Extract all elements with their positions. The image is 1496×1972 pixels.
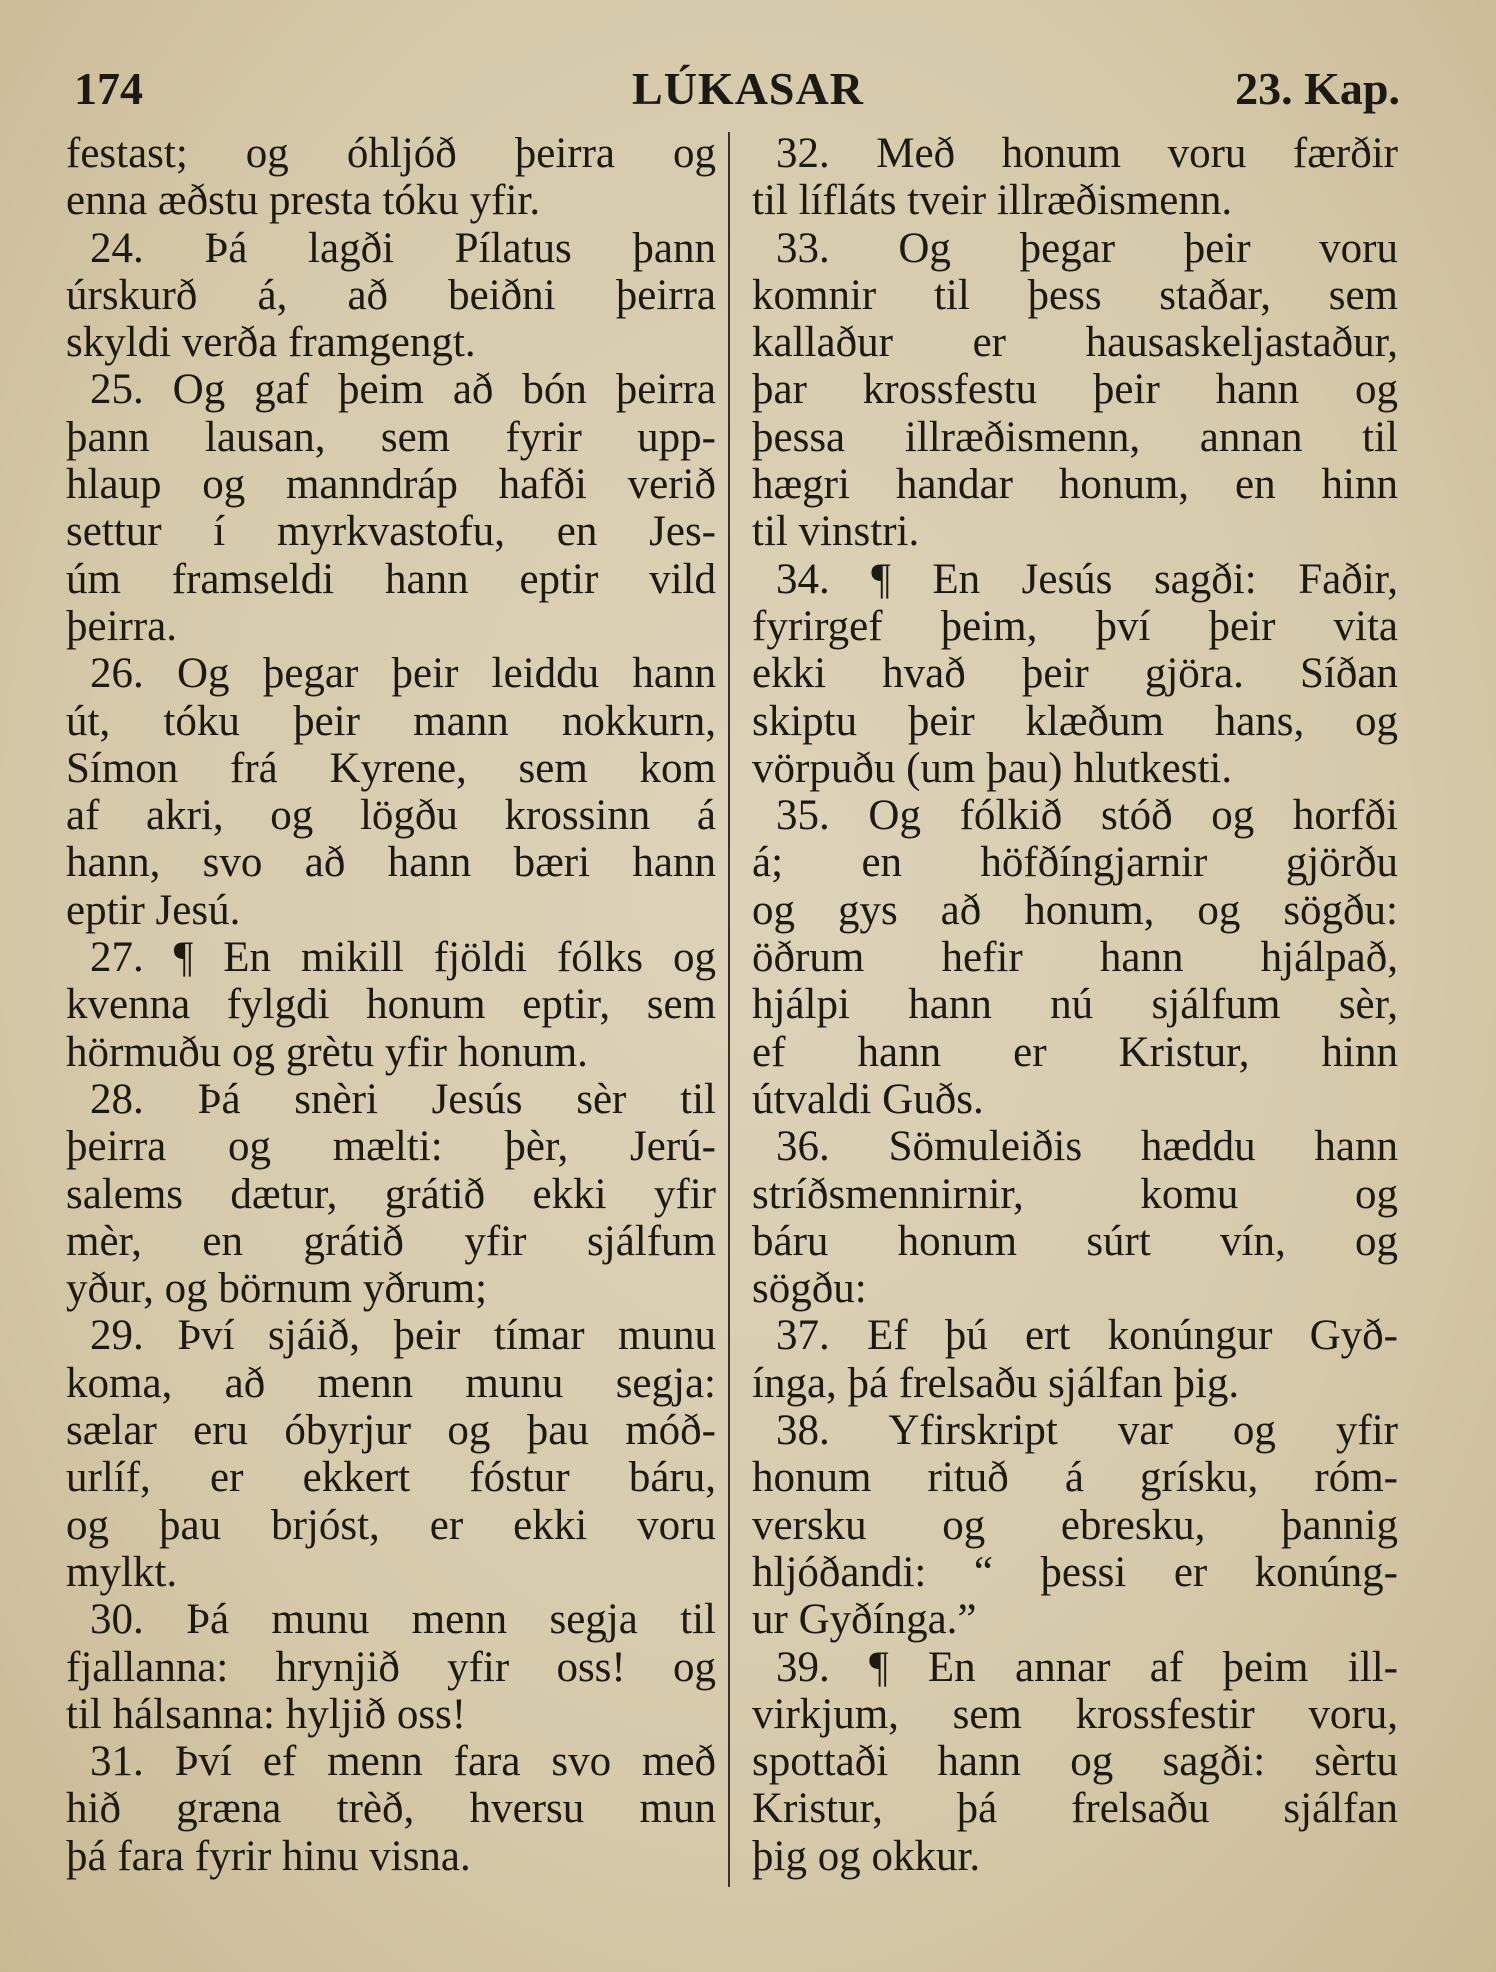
text-line: urlíf, er ekkert fóstur báru, bbox=[66, 1454, 716, 1502]
text-line: til hálsanna: hyljið oss! bbox=[66, 1690, 467, 1738]
text-line: til lífláts tveir illræðismenn. bbox=[752, 177, 1233, 225]
text-line: versku og ebresku, þannig bbox=[752, 1501, 1398, 1549]
text-line: 30. Þá munu menn segja til bbox=[90, 1596, 716, 1644]
text-line: þessa illræðismenn, annan til bbox=[752, 413, 1398, 461]
column-divider bbox=[728, 132, 730, 1887]
text-line: öðrum hefir hann hjálpað, bbox=[752, 934, 1398, 982]
text-line: þig og okkur. bbox=[752, 1832, 981, 1880]
text-line: skyldi verða framgengt. bbox=[66, 319, 476, 367]
text-line: yður, og börnum yðrum; bbox=[66, 1265, 488, 1313]
text-line: spottaði hann og sagði: sèrtu bbox=[752, 1738, 1398, 1786]
text-line: virkjum, sem krossfestir voru, bbox=[752, 1690, 1398, 1738]
text-line: 33. Og þegar þeir voru bbox=[776, 224, 1398, 272]
text-line: 24. Þá lagði Pílatus þann bbox=[90, 224, 716, 272]
text-line: á; en höfðíngjarnir gjörðu bbox=[752, 839, 1398, 887]
left-column bbox=[66, 130, 716, 1880]
text-line: þar krossfestu þeir hann og bbox=[752, 366, 1398, 414]
text-line: stríðsmennirnir, komu og bbox=[752, 1170, 1398, 1218]
text-line: út, tóku þeir mann nokkurn, bbox=[66, 697, 716, 745]
text-line: vörpuðu (um þau) hlutkesti. bbox=[752, 744, 1233, 792]
text-line: kvenna fylgdi honum eptir, sem bbox=[66, 981, 716, 1029]
text-line: komnir til þess staðar, sem bbox=[752, 271, 1398, 319]
text-line: 35. Og fólkið stóð og horfði bbox=[776, 792, 1398, 840]
text-line: festast; og óhljóð þeirra og bbox=[66, 130, 716, 177]
text-line: og þau brjóst, er ekki voru bbox=[66, 1501, 716, 1549]
text-line: Símon frá Kyrene, sem kom bbox=[66, 744, 716, 792]
text-line: hann, svo að hann bæri hann bbox=[66, 839, 716, 887]
text-line: 31. Því ef menn fara svo með bbox=[90, 1738, 716, 1786]
text-line: kallaður er hausaskeljastaður, bbox=[752, 319, 1398, 367]
text-line: skiptu þeir klæðum hans, og bbox=[752, 697, 1398, 745]
text-line: ef hann er Kristur, hinn bbox=[752, 1028, 1398, 1076]
text-line: 26. Og þegar þeir leiddu hann bbox=[90, 650, 716, 698]
text-line: hljóðandi: “ þessi er konúng- bbox=[752, 1548, 1398, 1596]
text-line: hlaup og manndráp hafði verið bbox=[66, 461, 716, 509]
text-line: hörmuðu og grètu yfir honum. bbox=[66, 1028, 588, 1076]
text-line: úm framseldi hann eptir vild bbox=[66, 555, 716, 603]
text-line: og gys að honum, og sögðu: bbox=[752, 886, 1398, 934]
text-line: honum rituð á grísku, róm- bbox=[752, 1454, 1398, 1502]
text-line: enna æðstu presta tóku yfir. bbox=[66, 177, 541, 225]
right-column bbox=[752, 130, 1398, 1880]
text-line: mylkt. bbox=[66, 1548, 178, 1596]
text-line: báru honum súrt vín, og bbox=[752, 1217, 1398, 1265]
text-line: ínga, þá frelsaðu sjálfan þig. bbox=[752, 1359, 1240, 1407]
text-line: úrskurð á, að beiðni þeirra bbox=[66, 271, 716, 319]
text-line: þá fara fyrir hinu visna. bbox=[66, 1832, 471, 1880]
text-line: koma, að menn munu segja: bbox=[66, 1359, 716, 1407]
text-line: 28. Þá snèri Jesús sèr til bbox=[90, 1075, 716, 1123]
page-header bbox=[0, 62, 1496, 122]
text-line: 38. Yfirskript var og yfir bbox=[776, 1407, 1398, 1455]
text-line: ur Gyðínga.” bbox=[752, 1596, 977, 1644]
text-line: sælar eru óbyrjur og þau móð- bbox=[66, 1407, 716, 1455]
text-line: settur í myrkvastofu, en Jes- bbox=[66, 508, 716, 556]
text-line: 27. ¶ En mikill fjöldi fólks og bbox=[90, 934, 716, 982]
text-line: 29. Því sjáið, þeir tímar munu bbox=[90, 1312, 716, 1360]
text-line: þeirra og mælti: þèr, Jerú- bbox=[66, 1123, 716, 1171]
text-line: útvaldi Guðs. bbox=[752, 1075, 984, 1123]
text-line: hið græna trèð, hversu mun bbox=[66, 1785, 716, 1833]
text-line: fjallanna: hrynjið yfir oss! og bbox=[66, 1643, 716, 1691]
text-line: 37. Ef þú ert konúngur Gyð- bbox=[776, 1312, 1398, 1360]
text-line: sögðu: bbox=[752, 1265, 867, 1313]
text-line: þeirra. bbox=[66, 602, 178, 650]
text-line: Kristur, þá frelsaðu sjálfan bbox=[752, 1785, 1398, 1833]
text-line: til vinstri. bbox=[752, 508, 920, 556]
text-line: mèr, en grátið yfir sjálfum bbox=[66, 1217, 716, 1265]
running-head: LÚKASAR bbox=[632, 63, 864, 114]
text-line: ekki hvað þeir gjöra. Síðan bbox=[752, 650, 1398, 698]
text-line: hjálpi hann nú sjálfum sèr, bbox=[752, 981, 1398, 1029]
text-line: hægri handar honum, en hinn bbox=[752, 461, 1398, 509]
text-line: fyrirgef þeim, því þeir vita bbox=[752, 602, 1398, 650]
chapter-label: 23. Kap. bbox=[1235, 63, 1400, 114]
text-line: 36. Sömuleiðis hæddu hann bbox=[776, 1123, 1398, 1171]
text-line: af akri, og lögðu krossinn á bbox=[66, 792, 716, 840]
text-line: 25. Og gaf þeim að bón þeirra bbox=[90, 366, 716, 414]
text-line: eptir Jesú. bbox=[66, 886, 241, 934]
text-line: salems dætur, grátið ekki yfir bbox=[66, 1170, 716, 1218]
text-line: 34. ¶ En Jesús sagði: Faðir, bbox=[776, 555, 1398, 603]
text-line: þann lausan, sem fyrir upp- bbox=[66, 413, 716, 461]
text-line: 32. Með honum voru færðir bbox=[776, 130, 1398, 177]
text-line: 39. ¶ En annar af þeim ill- bbox=[776, 1643, 1398, 1691]
page-number: 174 bbox=[74, 63, 143, 114]
